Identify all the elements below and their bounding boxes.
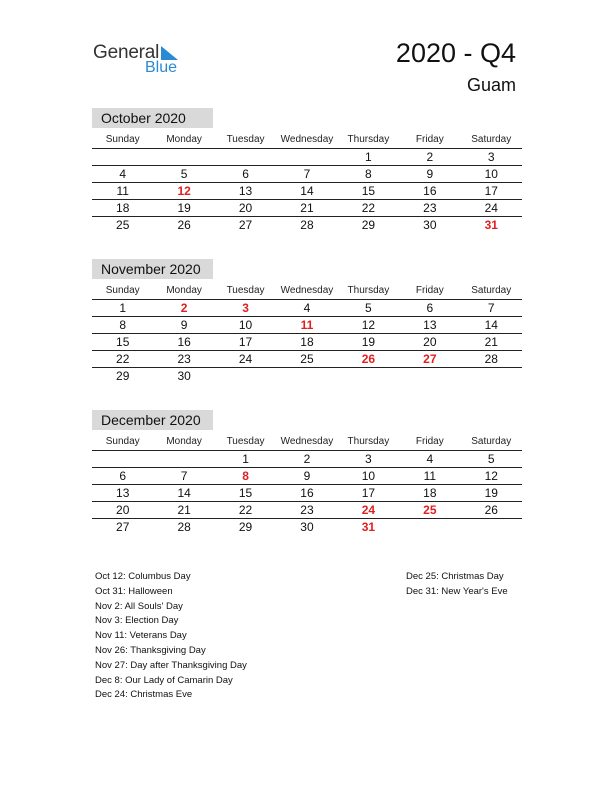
day-cell: 22 (116, 352, 130, 366)
holiday-day-cell: 25 (423, 503, 437, 517)
day-cell: 9 (303, 469, 311, 483)
holiday-day-cell: 2 (180, 301, 188, 315)
day-cell: 13 (423, 318, 437, 332)
day-cell: 27 (116, 520, 130, 534)
day-cell: 1 (242, 452, 249, 466)
day-cell: 21 (300, 201, 314, 215)
day-cell: 17 (361, 486, 376, 500)
day-cell: 3 (487, 150, 495, 164)
holiday-entry: Nov 27: Day after Thanksgiving Day (95, 659, 247, 671)
day-cell: 14 (484, 318, 498, 332)
day-cell: 21 (177, 503, 191, 517)
day-cell: 30 (423, 218, 437, 232)
weekday-label: Tuesday (226, 285, 265, 296)
holiday-day-cell: 26 (361, 352, 376, 366)
day-cell: 6 (119, 469, 127, 483)
day-cell: 12 (361, 318, 376, 332)
day-cell: 29 (238, 520, 253, 534)
day-cell: 18 (116, 201, 130, 215)
day-cell: 14 (300, 184, 314, 198)
day-cell (338, 368, 399, 384)
holiday-day-cell: 31 (484, 218, 498, 232)
day-cell: 18 (300, 335, 314, 349)
holiday-day-cell: 8 (242, 469, 249, 483)
day-cell: 23 (423, 201, 437, 215)
day-cell: 7 (303, 167, 311, 181)
day-cell: 4 (426, 452, 434, 466)
weekday-label: Monday (166, 436, 202, 447)
weekday-label: Tuesday (226, 134, 265, 145)
day-cell: 5 (180, 167, 188, 181)
weekday-label: Saturday (471, 285, 512, 296)
country-name: Guam (466, 75, 516, 95)
weekday-label: Monday (166, 285, 202, 296)
week-row (92, 183, 522, 200)
week-row (92, 300, 522, 317)
day-cell: 4 (119, 167, 127, 181)
month-block (92, 410, 522, 535)
quarter-title: 2020 - Q4 (395, 38, 516, 68)
day-cell: 13 (238, 184, 253, 198)
weekday-label: Tuesday (226, 436, 265, 447)
holiday-day-cell: 24 (361, 503, 376, 517)
day-cell: 12 (484, 469, 498, 483)
day-cell: 8 (119, 318, 127, 332)
holiday-list-left (95, 570, 247, 703)
generalblue-logo (93, 42, 193, 82)
day-cell: 15 (238, 486, 253, 500)
day-cell: 25 (116, 218, 130, 232)
day-cell (276, 368, 337, 384)
week-row (92, 468, 522, 485)
day-cell: 30 (300, 520, 314, 534)
weekday-label: Saturday (471, 436, 512, 447)
holiday-entry: Nov 2: All Souls' Day (95, 600, 183, 612)
week-row (92, 351, 522, 368)
week-row (92, 451, 522, 468)
holiday-entry: Nov 11: Veterans Day (95, 630, 187, 642)
day-cell: 6 (426, 301, 434, 315)
holiday-entry: Dec 8: Our Lady of Camarin Day (95, 674, 233, 686)
day-cell: 11 (423, 469, 437, 483)
day-cell (92, 451, 153, 467)
weekday-header-row (92, 132, 522, 149)
logo-text-general: General (93, 42, 160, 63)
day-cell: 15 (116, 335, 130, 349)
day-cell: 5 (365, 301, 372, 315)
day-cell: 3 (365, 452, 372, 466)
day-cell: 7 (487, 301, 495, 315)
day-cell: 28 (484, 352, 498, 366)
day-cell (276, 149, 337, 165)
weekday-label: Friday (415, 285, 444, 296)
day-cell: 11 (116, 184, 129, 198)
holiday-day-cell: 11 (300, 318, 314, 332)
day-cell: 29 (361, 218, 376, 232)
day-cell: 28 (300, 218, 314, 232)
weekday-label: Friday (415, 134, 444, 145)
holiday-list-right (406, 570, 508, 600)
week-row (92, 519, 522, 535)
month-title: October 2020 (92, 108, 213, 128)
week-row (92, 217, 522, 233)
week-row (92, 149, 522, 166)
day-cell: 5 (487, 452, 495, 466)
day-cell: 2 (426, 150, 434, 164)
holiday-entry: Dec 25: Christmas Day (406, 571, 504, 582)
day-cell: 10 (238, 318, 253, 332)
day-cell: 7 (180, 469, 188, 483)
day-cell: 9 (426, 167, 434, 181)
day-cell: 29 (116, 369, 130, 383)
day-cell: 15 (361, 184, 376, 198)
holiday-entry: Dec 31: New Year's Eve (406, 585, 508, 597)
month-block (92, 259, 522, 384)
day-cell (153, 451, 214, 467)
holiday-entry: Oct 12: Columbus Day (95, 571, 191, 582)
week-row (92, 485, 522, 502)
day-cell: 4 (303, 301, 311, 315)
day-cell: 17 (238, 335, 253, 349)
day-cell: 20 (238, 201, 253, 215)
weekday-label: Saturday (471, 134, 512, 145)
weekday-label: Wednesday (280, 134, 334, 145)
day-cell: 13 (116, 486, 130, 500)
day-cell: 18 (423, 486, 437, 500)
week-row (92, 166, 522, 183)
weekday-label: Thursday (347, 285, 390, 296)
holiday-entry: Dec 24: Christmas Eve (95, 689, 193, 701)
holiday-day-cell: 12 (177, 184, 191, 198)
day-cell: 20 (116, 503, 130, 517)
day-cell (399, 519, 460, 535)
day-cell: 19 (361, 335, 376, 349)
weekday-header-row (92, 434, 522, 451)
day-cell: 9 (180, 318, 188, 332)
day-cell: 28 (177, 520, 191, 534)
day-cell: 24 (238, 352, 253, 366)
day-cell: 22 (238, 503, 253, 517)
month-title: November 2020 (92, 259, 213, 279)
week-row (92, 200, 522, 217)
month-title: December 2020 (92, 410, 213, 430)
weekday-label: Wednesday (280, 285, 334, 296)
day-cell: 21 (484, 335, 498, 349)
day-cell: 1 (119, 301, 127, 315)
day-cell: 19 (177, 201, 191, 215)
day-cell (215, 368, 276, 384)
holiday-day-cell: 31 (361, 520, 376, 534)
weekday-label: Monday (166, 134, 202, 145)
day-cell: 24 (484, 201, 498, 215)
day-cell: 14 (177, 486, 191, 500)
logo-text-blue: Blue (145, 59, 178, 76)
day-cell: 26 (484, 503, 498, 517)
day-cell: 23 (177, 352, 191, 366)
day-cell (153, 149, 214, 165)
day-cell: 2 (303, 452, 311, 466)
day-cell: 1 (365, 150, 372, 164)
week-row (92, 368, 522, 384)
day-cell (92, 149, 153, 165)
day-cell (461, 519, 522, 535)
weekday-label: Sunday (105, 436, 140, 447)
day-cell: 16 (423, 184, 437, 198)
day-cell (399, 368, 460, 384)
weekday-header-row (92, 283, 522, 300)
day-cell: 25 (300, 352, 314, 366)
day-cell: 26 (177, 218, 191, 232)
week-row (92, 317, 522, 334)
holiday-day-cell: 27 (423, 352, 437, 366)
day-cell: 6 (242, 167, 249, 181)
holiday-entry: Oct 31: Halloween (95, 585, 173, 597)
day-cell: 23 (300, 503, 314, 517)
week-row (92, 502, 522, 519)
weekday-label: Wednesday (280, 436, 334, 447)
day-cell: 16 (300, 486, 314, 500)
day-cell (461, 368, 522, 384)
holiday-day-cell: 3 (242, 301, 249, 315)
holiday-entry: Nov 3: Election Day (95, 615, 179, 627)
day-cell (215, 149, 276, 165)
day-cell: 22 (361, 201, 376, 215)
day-cell: 20 (423, 335, 437, 349)
day-cell: 19 (484, 486, 498, 500)
day-cell: 8 (365, 167, 372, 181)
weekday-label: Sunday (105, 285, 140, 296)
day-cell: 16 (177, 335, 191, 349)
day-cell: 10 (361, 469, 376, 483)
weekday-label: Sunday (105, 134, 140, 145)
weekday-label: Thursday (347, 436, 390, 447)
day-cell: 17 (484, 184, 498, 198)
day-cell: 27 (238, 218, 253, 232)
holiday-entry: Nov 26: Thanksgiving Day (95, 644, 206, 656)
day-cell: 10 (484, 167, 498, 181)
day-cell: 30 (177, 369, 191, 383)
week-row (92, 334, 522, 351)
weekday-label: Friday (415, 436, 444, 447)
month-block (92, 108, 522, 233)
weekday-label: Thursday (347, 134, 390, 145)
